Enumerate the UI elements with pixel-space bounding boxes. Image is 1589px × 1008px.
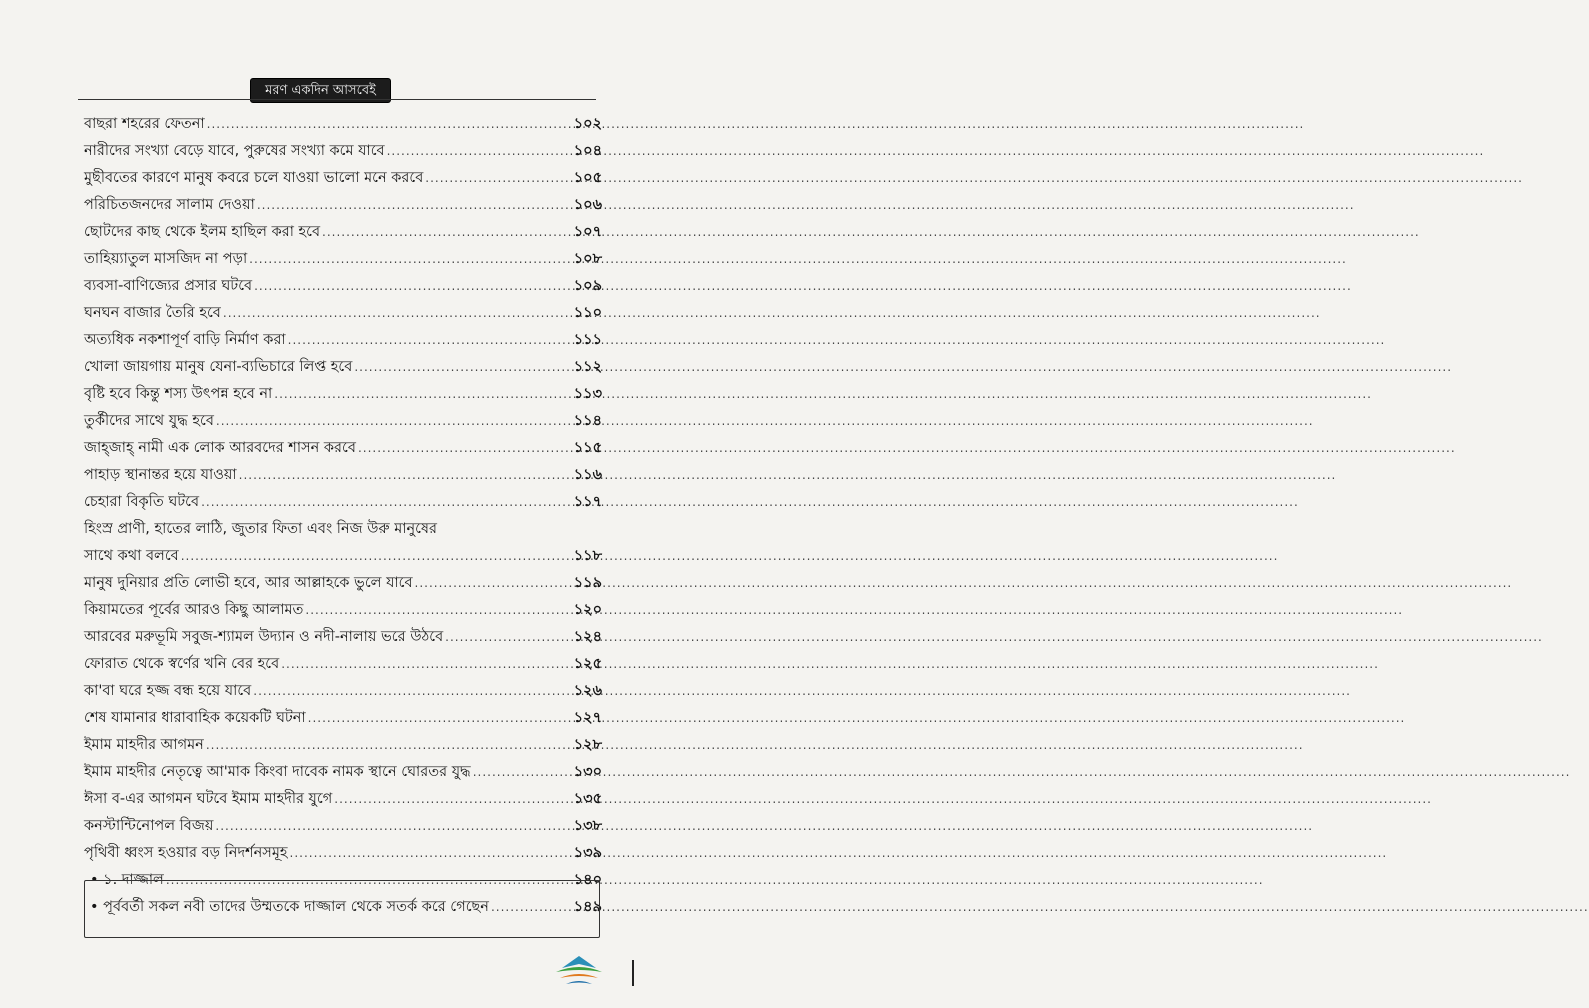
toc-entry[interactable]	[84, 624, 602, 651]
table-of-contents	[84, 111, 602, 921]
toc-entry-title: হিংস্র প্রাণী, হাতের লাঠি, জুতার ফিতা এবং নিজ উরু মানুষের	[84, 521, 437, 537]
toc-entry-page: ১২৮	[573, 737, 602, 753]
toc-entry-page: ১০২	[573, 116, 602, 132]
toc-entry-title: ঈসা ব-এর আগমন ঘটবে ইমাম মাহদীর যুগে	[84, 791, 333, 807]
toc-entry-page: ১২৫	[573, 656, 602, 672]
toc-entry-page: ১১৩	[573, 386, 602, 402]
dot-leader	[199, 489, 574, 516]
toc-entry-title: • ১. দাজ্জাল	[90, 872, 164, 888]
toc-entry-page: ১১২	[573, 359, 602, 375]
toc-entry-title: • পূর্ববর্তী সকল নবী তাদের উম্মতকে দাজ্জাল থেকে সতর্ক করে গেছেন	[90, 899, 489, 915]
toc-entry[interactable]	[84, 705, 602, 732]
toc-entry-title: বাছরা শহরের ফেতনা	[84, 116, 205, 132]
toc-entry-page: ১১৪	[573, 413, 602, 429]
dot-leader	[356, 435, 574, 462]
toc-entry[interactable]	[84, 219, 602, 246]
toc-entry-page: ১১৮	[573, 548, 602, 564]
toc-entry-title: কনস্টান্টিনোপল বিজয়	[84, 818, 214, 834]
toc-entry-title: অত্যধিক নকশাপূর্ণ বাড়ি নির্মাণ করা	[84, 332, 286, 348]
dot-leader	[352, 354, 573, 381]
dot-leader	[272, 381, 573, 408]
dot-leader	[320, 219, 574, 246]
toc-entry-title: আরবের মরুভূমি সবুজ-শ্যামল উদ্যান ও নদী-নালায় ভরে উঠবে	[84, 629, 444, 645]
dot-leader	[204, 732, 574, 759]
toc-entry-page: ১০৬	[573, 197, 602, 213]
toc-entry-title: নারীদের সংখ্যা বেড়ে যাবে, পুরুষের সংখ্যা কমে যাবে	[84, 143, 385, 159]
dot-leader	[237, 462, 574, 489]
running-header-title: মরণ একদিন আসবেই	[250, 78, 391, 103]
toc-entry-title: ব্যবসা-বাণিজ্যের প্রসার ঘটবে	[84, 278, 253, 294]
toc-entry[interactable]	[84, 246, 602, 273]
toc-entry[interactable]	[84, 300, 602, 327]
toc-entry-title: পরিচিতজনদের সালাম দেওয়া	[84, 197, 255, 213]
dot-leader	[286, 327, 574, 354]
toc-entry[interactable]	[84, 543, 602, 570]
toc-entry[interactable]	[84, 570, 602, 597]
toc-entry-title: কা'বা ঘরে হজ্জ বন্ধ হয়ে যাবে	[84, 683, 252, 699]
toc-entry-page: ১৩৯	[573, 845, 602, 861]
dot-leader	[332, 786, 574, 813]
dot-leader	[413, 570, 574, 597]
dot-leader	[279, 651, 574, 678]
toc-entry-page: ১১৯	[573, 575, 602, 591]
toc-entry-page: ১০৮	[573, 251, 602, 267]
toc-entry-title: ইমাম মাহদীর আগমন	[84, 737, 204, 753]
toc-entry[interactable]	[84, 462, 602, 489]
toc-entry-page: ১২৭	[573, 710, 602, 726]
toc-entry-page: ১৩৮	[573, 818, 602, 834]
toc-entry[interactable]	[84, 435, 602, 462]
toc-entry-page: ১১৭	[573, 494, 602, 510]
toc-entry-title: ফোরাত থেকে স্বর্ণের খনি বের হবে	[84, 656, 280, 672]
toc-entry[interactable]	[84, 381, 602, 408]
toc-entry[interactable]	[84, 327, 602, 354]
dot-leader	[443, 624, 574, 651]
toc-entry-page: ১০৯	[573, 278, 602, 294]
subsection-frame	[84, 880, 600, 938]
dot-leader	[385, 138, 574, 165]
toc-entry[interactable]	[84, 111, 602, 138]
toc-entry-page: ১৪৯	[573, 899, 602, 915]
toc-entry-title: জাহ্‌জাহ্‌ নামী এক লোক আরবদের শাসন করবে	[84, 440, 356, 456]
toc-entry-title: সাথে কথা বলবে	[84, 548, 179, 564]
toc-entry[interactable]	[84, 651, 602, 678]
dot-leader	[214, 408, 574, 435]
toc-entry-title: ইমাম মাহদীর নেতৃত্বে আ'মাক কিংবা দাবেক নামক স্থানে ঘোরতর যুদ্ধ	[84, 764, 471, 780]
toc-entry-page: ১১৬	[573, 467, 602, 483]
toc-entry-page: ১০৭	[573, 224, 602, 240]
dot-leader	[205, 111, 574, 138]
toc-entry[interactable]	[84, 813, 602, 840]
toc-entry[interactable]	[84, 354, 602, 381]
toc-entry-page: ১২৪	[573, 629, 602, 645]
toc-entry-title: কিয়ামতের পূর্বের আরও কিছু আলামত	[84, 602, 304, 618]
toc-entry[interactable]	[84, 138, 602, 165]
header-rule	[78, 99, 596, 100]
toc-entry[interactable]	[84, 192, 602, 219]
toc-entry-page: ১৩৫	[573, 791, 602, 807]
toc-entry[interactable]	[84, 759, 602, 786]
toc-entry-title: পৃথিবী ধ্বংস হওয়ার বড় নিদর্শনসমূহ	[84, 845, 288, 861]
toc-entry[interactable]	[84, 273, 602, 300]
toc-entry-page: ১২০	[573, 602, 602, 618]
toc-entry-page: ১০৪	[573, 143, 602, 159]
toc-entry[interactable]	[84, 678, 602, 705]
toc-entry[interactable]	[84, 597, 602, 624]
toc-entry-page: ১১৫	[573, 440, 602, 456]
toc-entry-title: ঘনঘন বাজার তৈরি হবে	[84, 305, 221, 321]
dot-leader	[251, 678, 573, 705]
toc-entry-title: খোলা জায়গায় মানুষ যেনা-ব্যভিচারে লিপ্ত হবে	[84, 359, 353, 375]
toc-entry-title: তুর্কীদের সাথে যুদ্ধ হবে	[84, 413, 214, 429]
toc-entry[interactable]	[84, 165, 602, 192]
dot-leader	[423, 165, 573, 192]
dot-leader	[221, 300, 574, 327]
toc-entry-page: ১২৬	[573, 683, 602, 699]
toc-entry-title: চেহারা বিকৃতি ঘটবে	[84, 494, 200, 510]
dot-leader	[252, 273, 574, 300]
dot-leader	[247, 246, 574, 273]
dot-leader	[179, 543, 574, 570]
toc-entry-title: ছোটদের কাছ থেকে ইলম হাছিল করা হবে	[84, 224, 321, 240]
dot-leader	[306, 705, 574, 732]
dot-leader	[255, 192, 574, 219]
toc-entry-page: ১১০	[573, 305, 602, 321]
toc-entry-page: ১১১	[573, 332, 602, 348]
dot-leader	[288, 840, 574, 867]
toc-entry-title: বৃষ্টি হবে কিন্তু শস্য উৎপন্ন হবে না	[84, 386, 273, 402]
toc-entry-title: মানুষ দুনিয়ার প্রতি লোভী হবে, আর আল্লাহকে ভুলে যাবে	[84, 575, 413, 591]
toc-entry[interactable]	[84, 786, 602, 813]
page-smudge	[255, 45, 257, 56]
toc-entry-title: মুছীবতের কারণে মানুষ কবরে চলে যাওয়া ভালো মনে করবে	[84, 170, 424, 186]
toc-entry[interactable]	[84, 408, 602, 435]
toc-entry-page: ১০৫	[573, 170, 602, 186]
page-edge-mark	[632, 960, 634, 986]
dot-leader	[303, 597, 573, 624]
dot-leader	[213, 813, 573, 840]
toc-entry-title: পাহাড় স্থানান্তর হয়ে যাওয়া	[84, 467, 237, 483]
toc-entry[interactable]	[84, 489, 602, 516]
toc-entry-title: তাহিয়্যাতুল মাসজিদ না পড়া	[84, 251, 248, 267]
publisher-logo-icon	[550, 950, 608, 990]
toc-entry-title: শেষ যামানার ধারাবাহিক কয়েকটি ঘটনা	[84, 710, 306, 726]
toc-entry-page: ১৩০	[573, 764, 602, 780]
toc-entry-wrapped-line[interactable]	[84, 516, 602, 543]
toc-entry[interactable]	[84, 732, 602, 759]
dot-leader	[471, 759, 574, 786]
toc-entry[interactable]	[84, 840, 602, 867]
toc-entry-page: ১৪০	[573, 872, 602, 888]
